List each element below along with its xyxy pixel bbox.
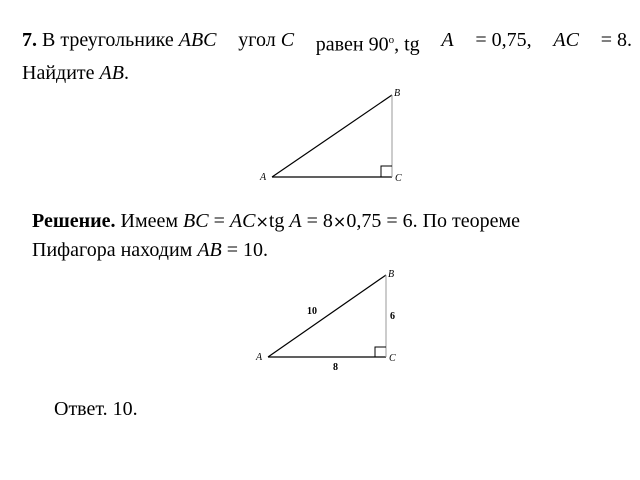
right-angle-mark-1 [381, 166, 392, 177]
triangle-figure-2 [255, 269, 396, 373]
triangle-name: ABC [178, 29, 217, 51]
side-label-ac: 8 [333, 362, 338, 373]
multiply-sign: × [332, 212, 347, 231]
solution-line-1: Решение. Имеем BC = AC×tg A = 8×0,75 = 6. По теореме [32, 210, 521, 232]
angle-name: C [280, 29, 295, 51]
vertex-c-1: C [395, 173, 402, 184]
vertex-a-1: A [260, 172, 267, 183]
problem-text: В треугольнике [42, 29, 174, 51]
vertex-b-2: B [388, 269, 395, 280]
multiply-sign: × [255, 212, 269, 231]
vertex-a-2: A [256, 352, 263, 363]
side-ab-2 [268, 275, 386, 357]
triangle-figure-1 [259, 88, 402, 184]
side-label-ab: 10 [307, 306, 317, 317]
target-side: AB [99, 61, 124, 84]
vertex-c-2: C [389, 353, 396, 364]
problem-line-1: 7. В треугольнике ABC угол C равен 90$^o$, tg A = 0,75, AC = 8. [22, 29, 632, 56]
vertex-b-1: B [394, 88, 401, 99]
problem-line-2: Найдите AB. [22, 61, 129, 84]
solution-line-2: Пифагора находим AB = 10. [32, 239, 269, 261]
solution [32, 207, 622, 264]
solution-heading: Решение. [32, 210, 116, 232]
problem-number: 7. [22, 29, 37, 51]
side-label-bc: 6 [390, 311, 395, 322]
side-ab-1 [272, 95, 392, 177]
answer: Ответ. 10. [54, 398, 138, 420]
degree-mark: o [388, 34, 395, 46]
right-angle-mark-2 [375, 347, 386, 357]
